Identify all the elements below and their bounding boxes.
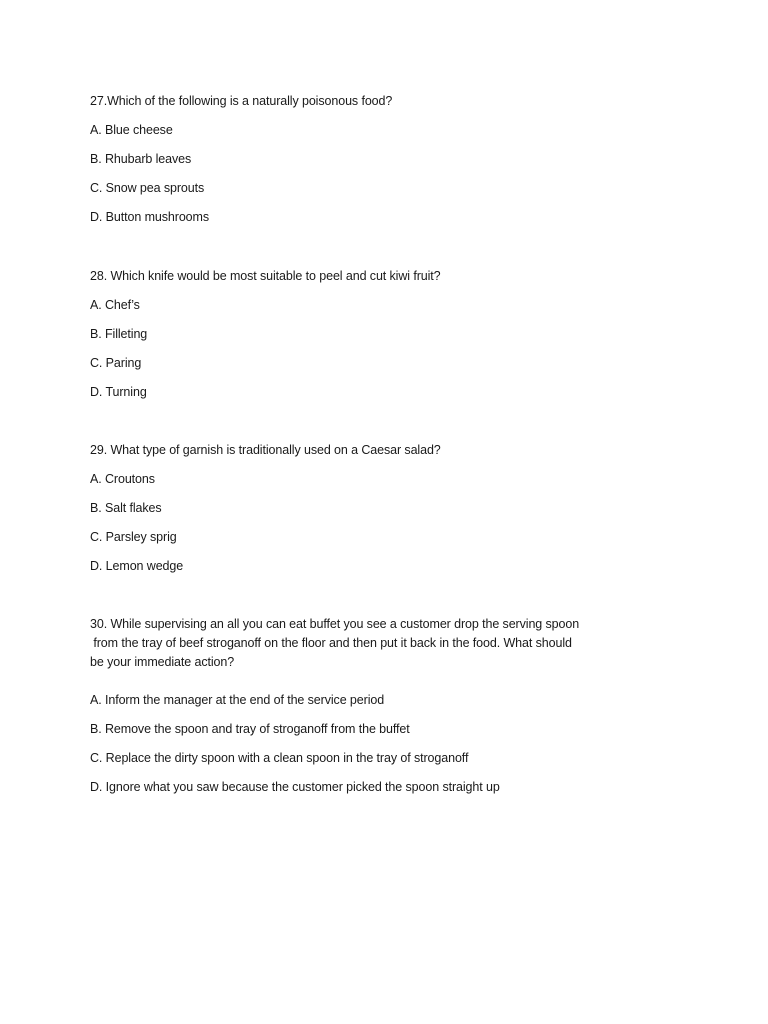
question-30-option-d: D. Ignore what you saw because the customer picked the spoon straight up	[90, 780, 500, 794]
question-27-option-b: B. Rhubarb leaves	[90, 152, 192, 166]
question-29-option-a: A. Croutons	[90, 472, 155, 486]
question-27-option-c: C. Snow pea sprouts	[90, 181, 205, 195]
question-28-text: 28. Which knife would be most suitable to peel and cut kiwi fruit?	[90, 269, 441, 283]
question-28-option-d: D. Turning	[90, 385, 147, 399]
question-29-option-d: D. Lemon wedge	[90, 559, 184, 573]
question-28-option-c: C. Paring	[90, 356, 142, 370]
question-27-text: 27.Which of the following is a naturally poisonous food?	[90, 94, 393, 108]
question-30-option-c: C. Replace the dirty spoon with a clean spoon in the tray of stroganoff	[90, 751, 469, 765]
question-30-text-line-3: be your immediate action?	[90, 655, 235, 669]
question-27-option-a: A. Blue cheese	[90, 123, 173, 137]
question-28-option-a: A. Chef’s	[90, 298, 140, 312]
question-30-option-a: A. Inform the manager at the end of the service period	[90, 693, 385, 707]
question-28-option-b: B. Filleting	[90, 327, 148, 341]
question-30-text-line-2: from the tray of beef stroganoff on the floor and then put it back in the food. What should	[90, 636, 572, 650]
question-29-option-b: B. Salt flakes	[90, 501, 162, 515]
question-27-option-d: D. Button mushrooms	[90, 210, 209, 224]
question-30-option-b: B. Remove the spoon and tray of stroganoff from the buffet	[90, 722, 410, 736]
question-29-option-c: C. Parsley sprig	[90, 530, 177, 544]
question-29-text: 29. What type of garnish is traditionally used on a Caesar salad?	[90, 443, 441, 457]
question-30-text-line-1: 30. While supervising an all you can eat buffet you see a customer drop the serving spoon	[90, 617, 580, 631]
